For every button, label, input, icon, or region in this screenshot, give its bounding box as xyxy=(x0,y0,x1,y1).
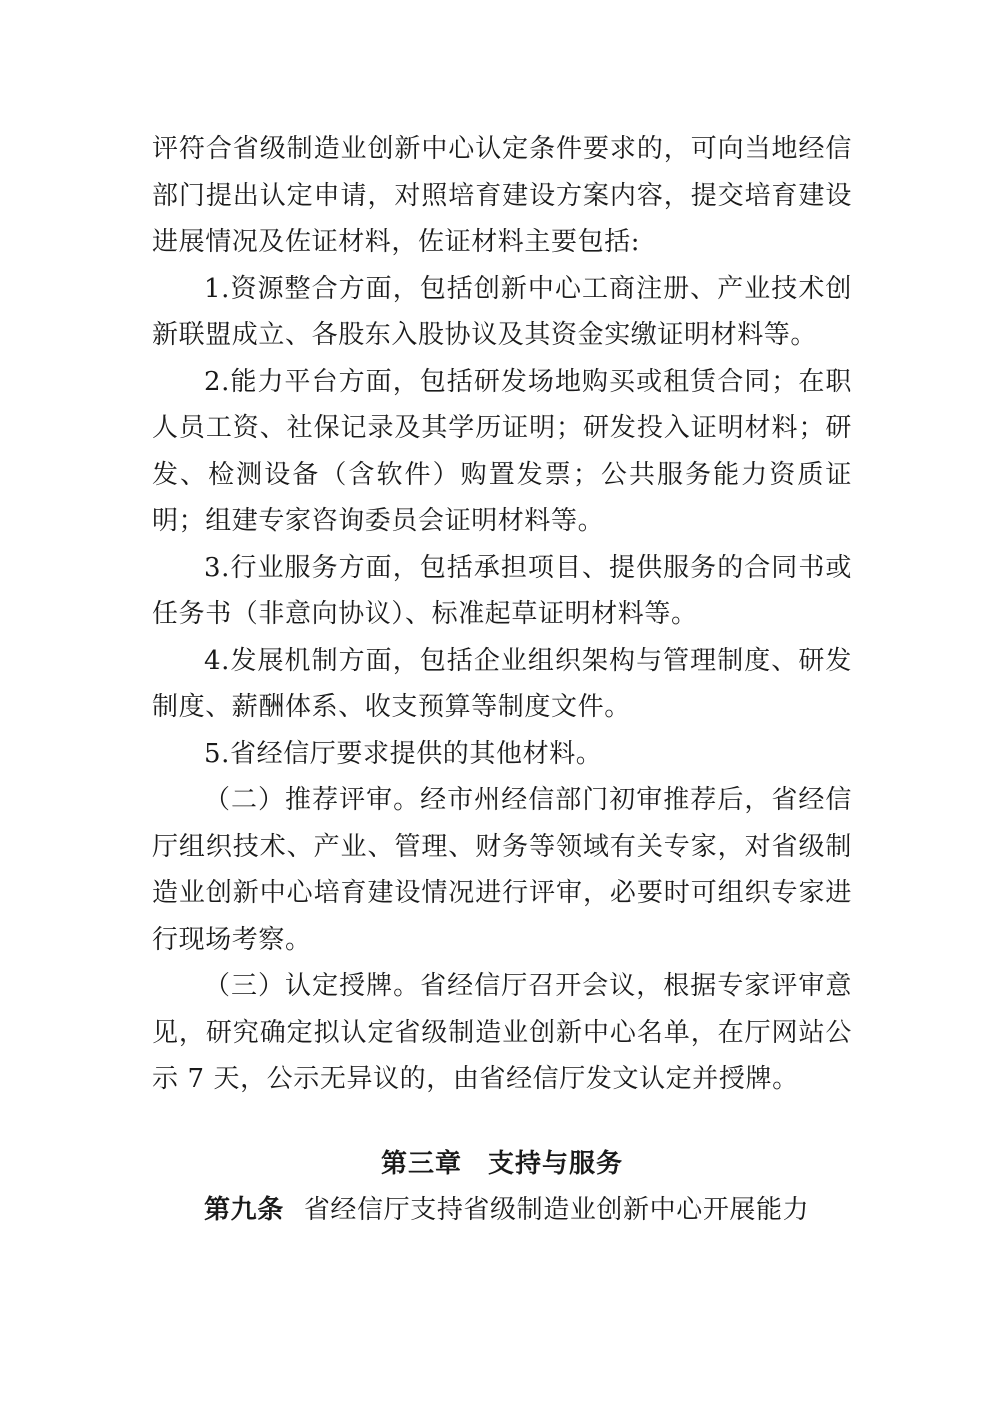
article-number: 第九条 xyxy=(204,1194,284,1225)
paragraph-recommend-review: （二）推荐评审。经市州经信部门初审推荐后，省经信厅组织技术、产业、管理、财务等领域有关专家，对省级制造业创新中心培育建设情况进行评审，必要时可组织专家进行现场考察。 xyxy=(152,785,852,955)
paragraph-continuation: 评符合省级制造业创新中心认定条件要求的，可向当地经信部门提出认定申请，对照培育建设方案内容，提交培育建设进展情况及佐证材料，佐证材料主要包括: xyxy=(152,134,852,257)
paragraph-certification: （三）认定授牌。省经信厅召开会议，根据专家评审意见，研究确定拟认定省级制造业创新中心名单，在厅网站公示 7 天，公示无异议的，由省经信厅发文认定并授牌。 xyxy=(152,971,852,1094)
chapter-heading xyxy=(152,1141,852,1187)
chapter-title: 支持与服务 xyxy=(488,1148,624,1179)
document-page xyxy=(152,126,852,1233)
article-text: 省经信厅支持省级制造业创新中心开展能力 xyxy=(303,1194,810,1225)
list-item-resource-integration: 1.资源整合方面，包括创新中心工商注册、产业技术创新联盟成立、各股东入股协议及其资金实缴证明材料等。 xyxy=(152,273,852,350)
list-item-capability-platform: 2.能力平台方面，包括研发场地购买或租赁合同；在职人员工资、社保记录及其学历证明；研发投入证明材料；研发、检测设备（含软件）购置发票；公共服务能力资质证明；组建专家咨询委员会证明材料等。 xyxy=(152,366,852,536)
chapter-number: 第三章 xyxy=(380,1148,462,1179)
list-item-development-mechanism: 4.发展机制方面，包括企业组织架构与管理制度、研发制度、薪酬体系、收支预算等制度文件。 xyxy=(152,645,852,722)
list-item-industry-service: 3.行业服务方面，包括承担项目、提供服务的合同书或任务书（非意向协议）、标准起草证明材料等。 xyxy=(152,552,852,629)
article-paragraph xyxy=(152,1187,852,1234)
list-item-other-materials: 5.省经信厅要求提供的其他材料。 xyxy=(204,738,603,769)
